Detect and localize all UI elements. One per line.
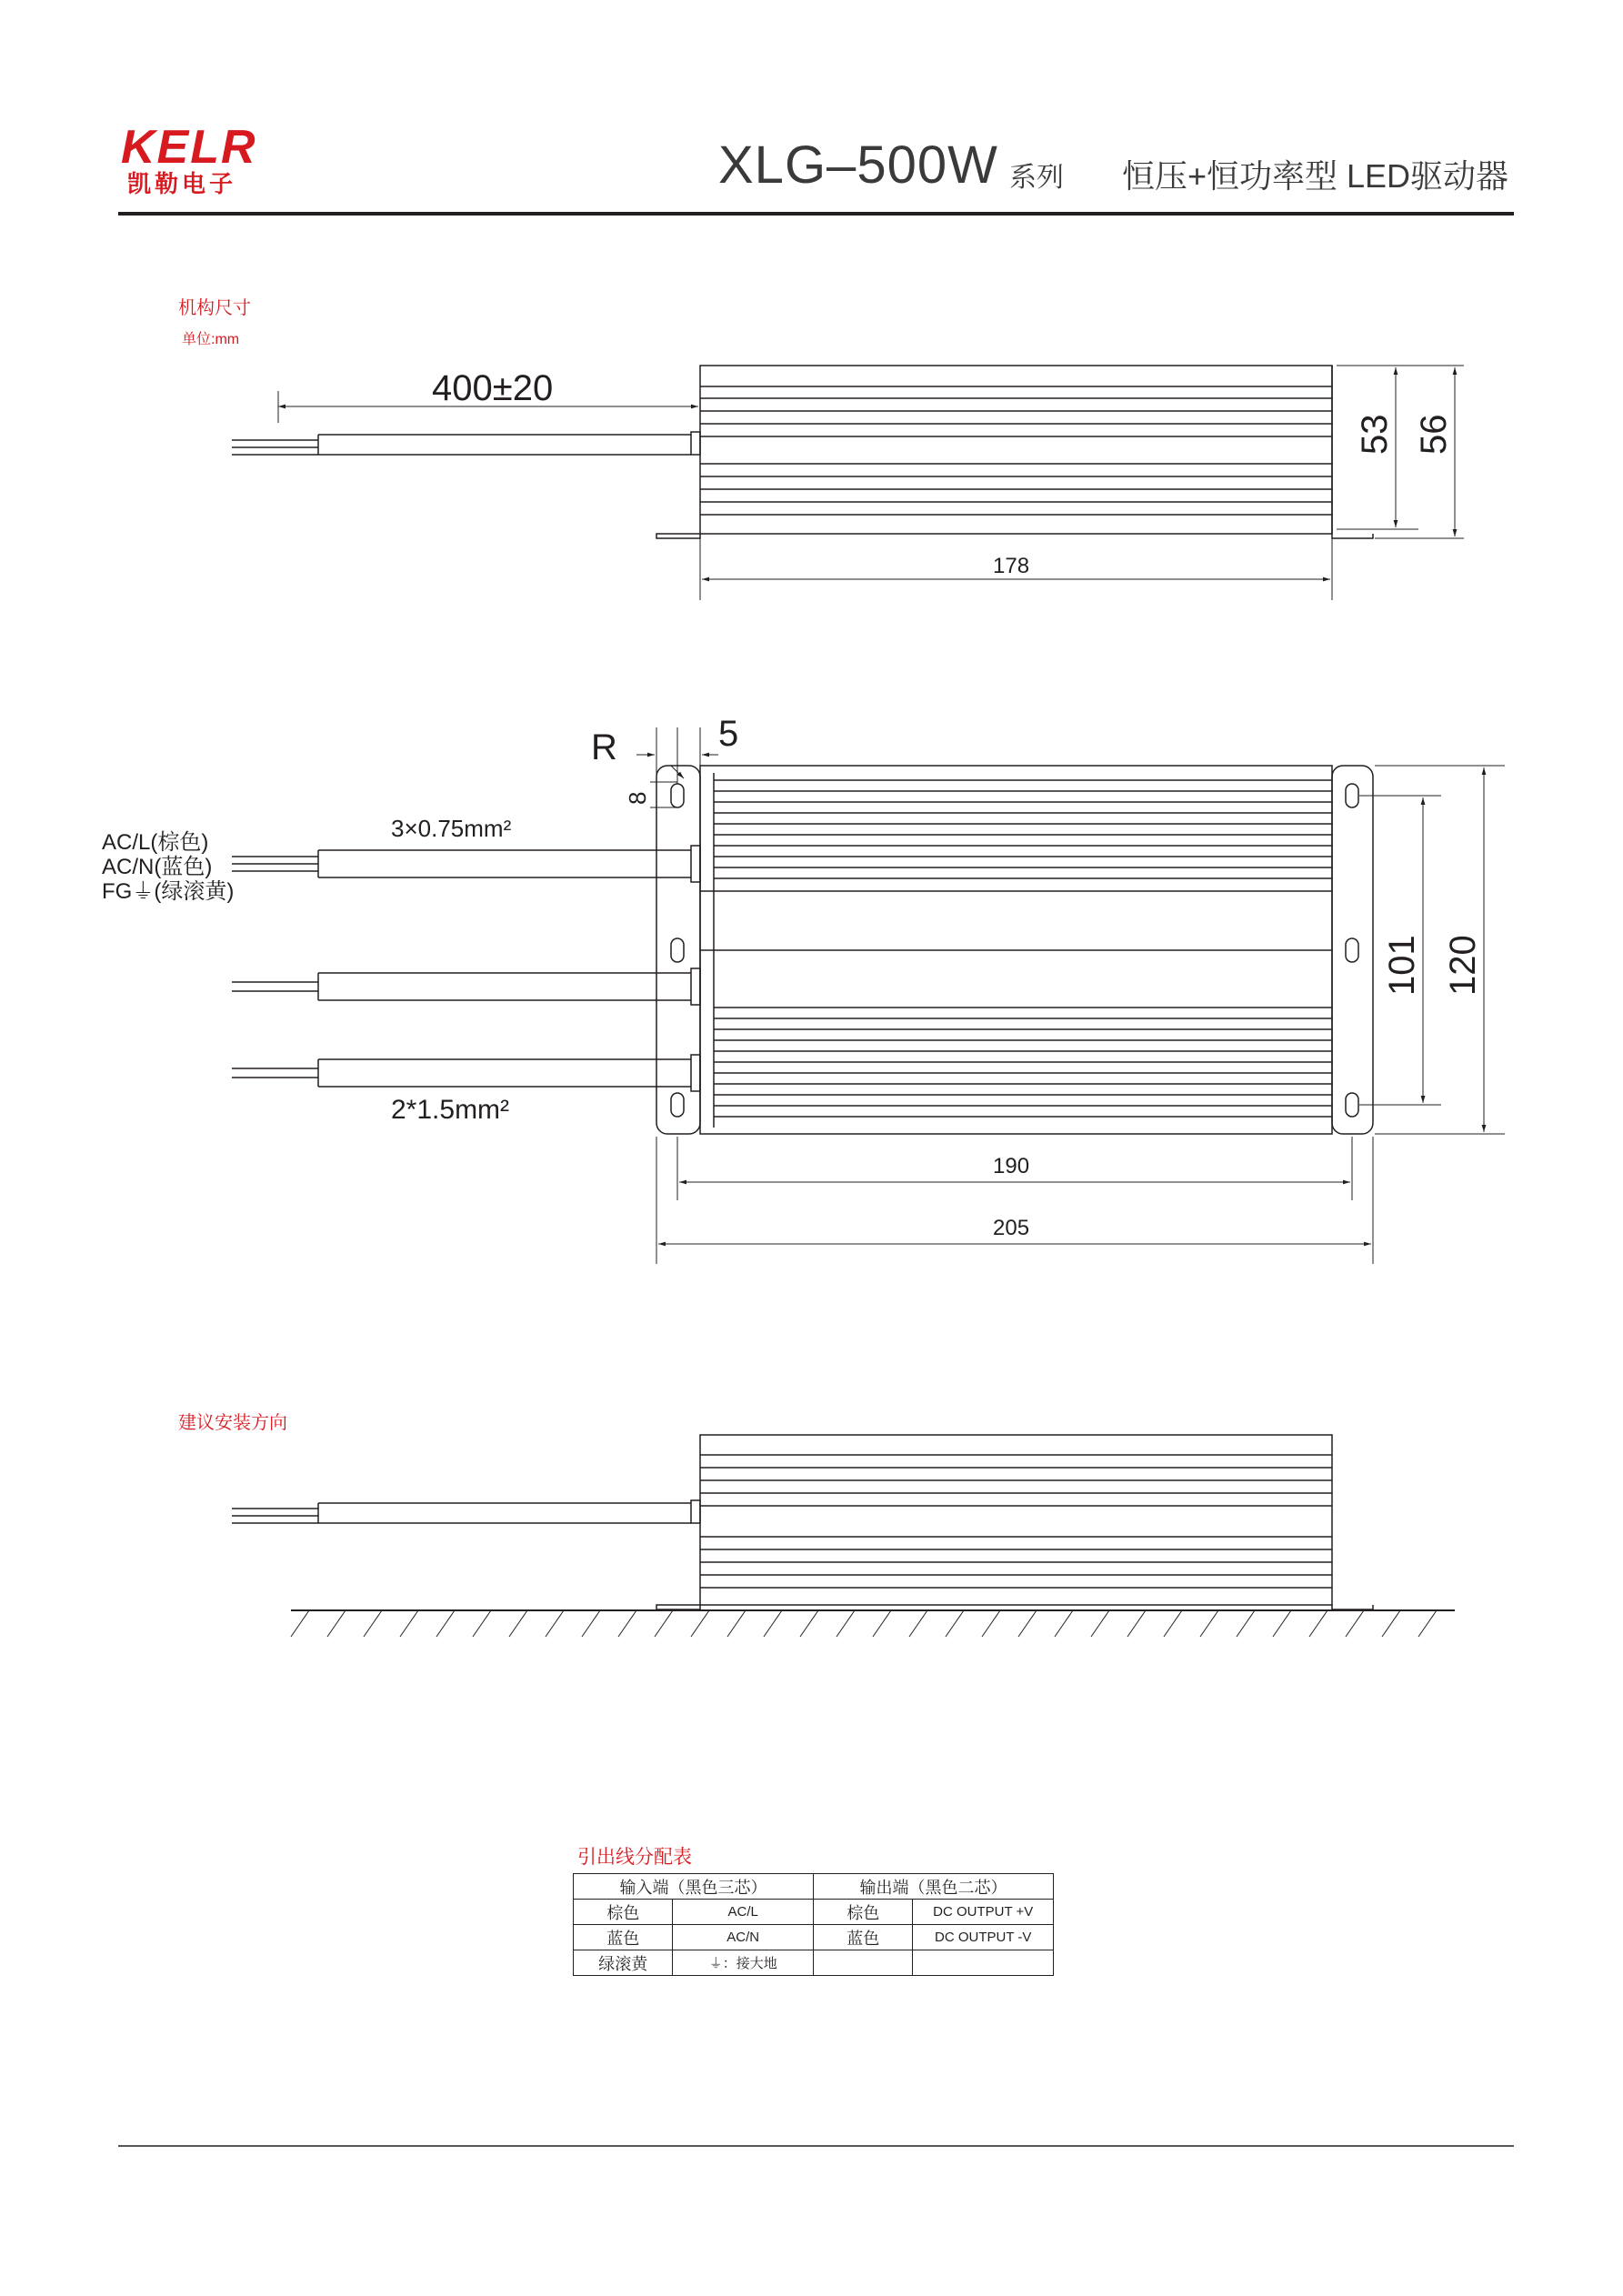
top-view — [232, 727, 1505, 1264]
wiring-table — [573, 1873, 1054, 1976]
input-header: 输入端（黑色三芯） — [574, 1874, 814, 1900]
output-header: 输出端（黑色二芯） — [814, 1874, 1054, 1900]
product-description: 恒压+恒功率型 LED驱动器 — [1122, 157, 1509, 195]
cable-length-label: 400±20 — [432, 368, 554, 408]
side-length-label: 178 — [993, 554, 1030, 578]
hole-size-label: 8 — [624, 791, 651, 805]
side-view — [232, 366, 1464, 600]
model-title: XLG–500W — [718, 135, 998, 195]
input-cable-label: 3×0.75mm² — [391, 815, 512, 842]
side-height-inner-label: 53 — [1355, 414, 1395, 455]
brand-logo-subtitle: 凯勒电子 — [127, 170, 237, 197]
unit-label: 单位:mm — [182, 332, 240, 347]
mounting-view — [232, 1435, 1455, 1637]
table-row: 蓝色 AC/N 蓝色 DC OUTPUT -V — [574, 1925, 1054, 1950]
dimensions-title: 机构尺寸 — [178, 298, 251, 318]
wire-l-label: AC/L(棕色) — [102, 830, 209, 855]
radius-label: R — [591, 727, 617, 767]
width-inner-label: 101 — [1382, 935, 1422, 996]
offset-label: 5 — [718, 714, 739, 754]
wiring-table-title: 引出线分配表 — [577, 1847, 692, 1868]
table-row: 绿滚黄 ⏚：接大地 — [574, 1950, 1054, 1976]
side-height-outer-label: 56 — [1414, 414, 1454, 455]
wire-fg-label: FG⏚(绿滚黄) — [102, 879, 235, 904]
brand-logo: KELR — [121, 121, 257, 174]
table-row: 棕色 AC/L 棕色 DC OUTPUT +V — [574, 1900, 1054, 1925]
length-inner-label: 190 — [993, 1154, 1030, 1178]
width-outer-label: 120 — [1443, 935, 1483, 996]
length-outer-label: 205 — [993, 1216, 1030, 1240]
mounting-title: 建议安装方向 — [178, 1413, 287, 1433]
output-cable-label: 2*1.5mm² — [391, 1095, 510, 1125]
series-label: 系列 — [1009, 163, 1064, 193]
wire-n-label: AC/N(蓝色) — [102, 855, 213, 879]
